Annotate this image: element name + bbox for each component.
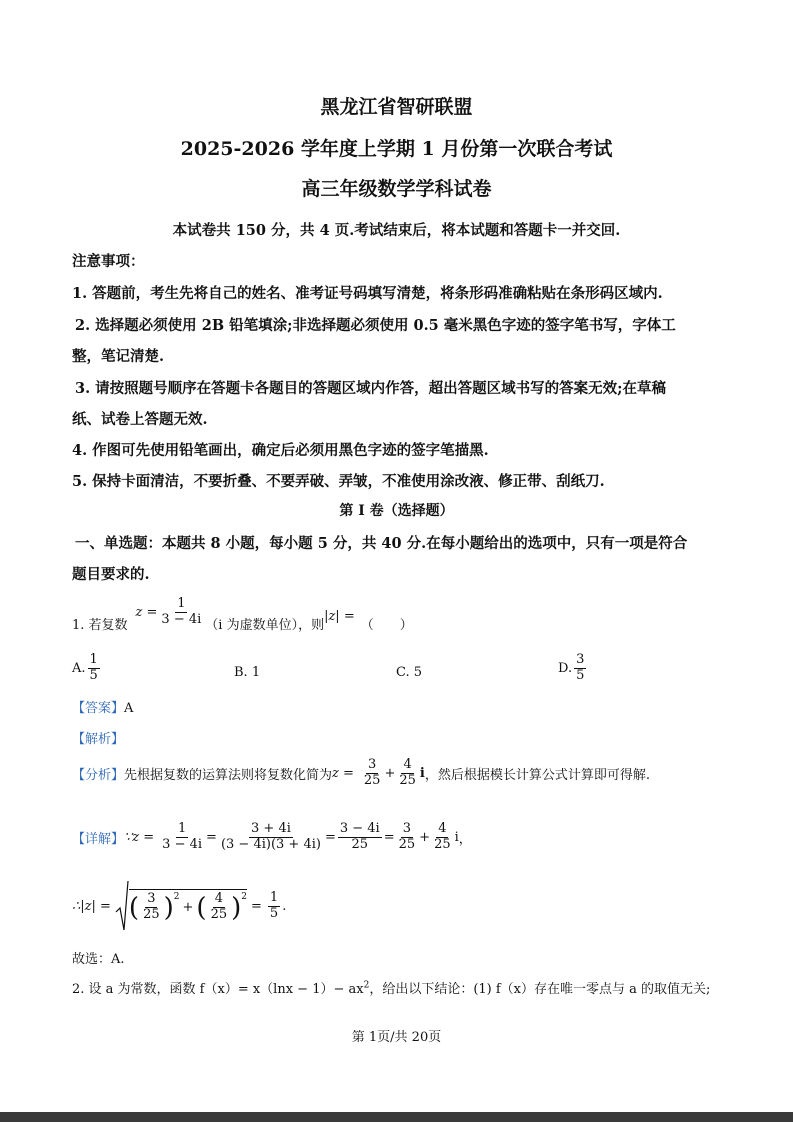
- detail-f5-num: 4: [438, 821, 447, 836]
- detail-f2-den: (3 − 4i)(3 + 4i): [220, 836, 321, 852]
- q1-option-b: B. 1: [234, 665, 261, 680]
- sqrt-radicand: [129, 889, 247, 923]
- modulus-fraction-b: [209, 892, 230, 923]
- notice-item-3b: 纸、试卷上答题无效.: [72, 411, 208, 428]
- mod-eq: =: [251, 898, 262, 914]
- q1-choice: 故选：A.: [72, 952, 125, 967]
- modulus-therefore: ∴|z| =: [72, 898, 111, 914]
- q1-modulus: [72, 880, 286, 932]
- detail-fraction-5: [432, 822, 453, 853]
- detail-f4-den: 25: [398, 836, 416, 852]
- detail-f4-num: 3: [402, 821, 412, 836]
- q2-superscript: 2: [363, 980, 370, 991]
- detail-f1-den: 3 − 4i: [162, 836, 203, 852]
- q1-option-a: [72, 653, 102, 684]
- q1-option-d-label: D.: [558, 660, 573, 676]
- detail-tag: 【详解】: [72, 831, 125, 847]
- detail-fraction-3: [338, 822, 382, 853]
- q2-text-post: ，给出以下结论：(1) f（x）存在唯一零点与 a 的取值无关;: [369, 982, 711, 997]
- modulus-result: [268, 891, 280, 922]
- modulus-sqrt: [115, 880, 247, 932]
- mod-b-den: 25: [210, 907, 228, 922]
- section-instructions-a: 一、单选题：本题共 8 小题，每小题 5 分，共 40 分.在每小题给出的选项中，只有一项是符合: [75, 535, 688, 552]
- q1-stem-prefix: 1. 若复数: [72, 618, 128, 633]
- q2-text-pre: 2. 设 a 为常数，函数 f（x）= x（lnx − 1）− ax: [72, 982, 364, 997]
- fenxi-f1-num: 3: [368, 757, 377, 772]
- q1-fraction: [159, 597, 203, 628]
- notice-item-2b: 整，笔记清楚.: [72, 348, 165, 365]
- detail-eq-3: =: [383, 829, 395, 845]
- paren-right-2: ): [231, 892, 242, 923]
- exam-title-session: 2025-2026 学年度上学期 1 月份第一次联合考试: [180, 138, 613, 160]
- q1-fraction-num: 1: [177, 596, 186, 612]
- detail-fraction-4: [397, 822, 418, 853]
- fenxi-text-post: ，然后根据模长计算公式计算即可得解.: [424, 767, 650, 783]
- fenxi-text-pre: 先根据复数的运算法则将复数化简为: [124, 767, 333, 783]
- mod-end: .: [282, 898, 287, 914]
- notice-item-5: 5. 保持卡面清洁，不要折叠、不要弄破、弄皱，不准使用涂改液、修正带、刮纸刀.: [72, 473, 605, 490]
- q1-option-c: C. 5: [396, 665, 423, 680]
- q1-option-a-den: 5: [89, 667, 98, 683]
- question-2-stem: [72, 978, 710, 997]
- mod-r-den: 5: [269, 905, 279, 921]
- q1-detail: [72, 822, 472, 853]
- detail-i: i: [454, 829, 459, 845]
- mod-b-num: 4: [214, 891, 223, 907]
- q1-option-d: [558, 653, 588, 684]
- detail-f3-den: 25: [351, 836, 369, 852]
- q1-blank: （ ）: [360, 618, 413, 633]
- detail-plus: +: [419, 829, 431, 845]
- fenxi-f2-den: 25: [399, 772, 416, 788]
- q1-fenxi: [72, 758, 650, 789]
- mod-plus: +: [182, 900, 194, 915]
- detail-f3-num: 3 − 4i: [339, 821, 380, 836]
- paren-right-1: ): [163, 892, 174, 923]
- answer-tag: 【答案】: [72, 701, 125, 716]
- volume-heading: 第 I 卷（选择题）: [339, 503, 454, 519]
- detail-eq-2: =: [324, 829, 336, 845]
- fenxi-fraction-1: [362, 758, 383, 789]
- detail-f1-num: 1: [177, 821, 187, 836]
- fenxi-tag: 【分析】: [72, 767, 125, 783]
- mod-r-num: 1: [269, 889, 279, 905]
- analysis-tag: 【解析】: [72, 732, 125, 747]
- detail-f2-num: 3 + 4i: [251, 821, 291, 836]
- fenxi-f2-num: 4: [403, 757, 412, 772]
- exam-intro: 本试卷共 150 分，共 4 页.考试结束后，将本试题和答题卡一并交回.: [172, 222, 621, 239]
- q1-option-a-fraction: [88, 653, 100, 684]
- q1-option-a-label: A.: [72, 660, 86, 676]
- detail-f5-den: 25: [434, 836, 451, 852]
- exam-title-alliance: 黑龙江省智研联盟: [320, 96, 473, 118]
- modulus-fraction-a: [141, 892, 162, 923]
- detail-fraction-1: [160, 822, 204, 853]
- question-1-stem: [72, 592, 413, 633]
- bottom-bar: [0, 1112, 793, 1122]
- fenxi-fraction-2: [397, 758, 418, 789]
- detail-eq-1: =: [206, 829, 217, 845]
- q1-option-d-num: 3: [576, 652, 585, 667]
- notice-heading: 注意事项：: [72, 253, 145, 270]
- page-footer: 第 1页/共 20页: [351, 1030, 442, 1045]
- fenxi-i: i: [419, 765, 425, 781]
- notice-item-1: 1. 答题前，考生先将自己的姓名、准考证号码填写清楚，将条形码准确粘贴在条形码区域内.: [72, 285, 663, 302]
- q1-abs-z: |z| =: [324, 609, 355, 624]
- fenxi-z: z =: [332, 765, 354, 781]
- q1-stem-mid: （i 为虚数单位），则: [205, 618, 325, 633]
- q1-fraction-den: 3 − 4i: [161, 612, 202, 627]
- sqrt-sign-icon: [115, 880, 129, 932]
- section-instructions-b: 题目要求的.: [72, 566, 150, 583]
- detail-comma: ，: [458, 831, 472, 847]
- notice-item-2a: 2. 选择题必须使用 2B 铅笔填涂;非选择题必须使用 0.5 毫米黑色字迹的签字笔书写，字体工: [75, 317, 676, 334]
- paren-left-1: (: [128, 892, 140, 923]
- notice-item-3a: 3. 请按照题号顺序在答题卡各题目的答题区域内作答，超出答题区域书写的答案无效;在草稿: [75, 380, 667, 397]
- q1-z-label: z =: [135, 605, 158, 620]
- q1-option-d-den: 5: [576, 667, 585, 683]
- answer-value: A: [124, 701, 134, 716]
- q1-option-d-fraction: [574, 653, 586, 684]
- mod-a-den: 25: [143, 907, 160, 922]
- detail-fraction-2: [219, 822, 323, 853]
- fenxi-f1-den: 25: [363, 772, 381, 788]
- q1-option-a-num: 1: [89, 652, 98, 667]
- paren-left-2: (: [196, 892, 207, 923]
- mod-a-num: 3: [147, 891, 156, 907]
- notice-item-4: 4. 作图可先使用铅笔画出，确定后必须用黑色字迹的签字笔描黑.: [72, 442, 489, 459]
- fenxi-plus: +: [384, 765, 396, 781]
- detail-because-z: ∵z =: [124, 829, 155, 845]
- mod-a-square: 2: [173, 892, 180, 903]
- q1-answer: [72, 697, 133, 716]
- mod-b-square: 2: [241, 892, 247, 903]
- exam-title-subject: 高三年级数学学科试卷: [301, 178, 492, 200]
